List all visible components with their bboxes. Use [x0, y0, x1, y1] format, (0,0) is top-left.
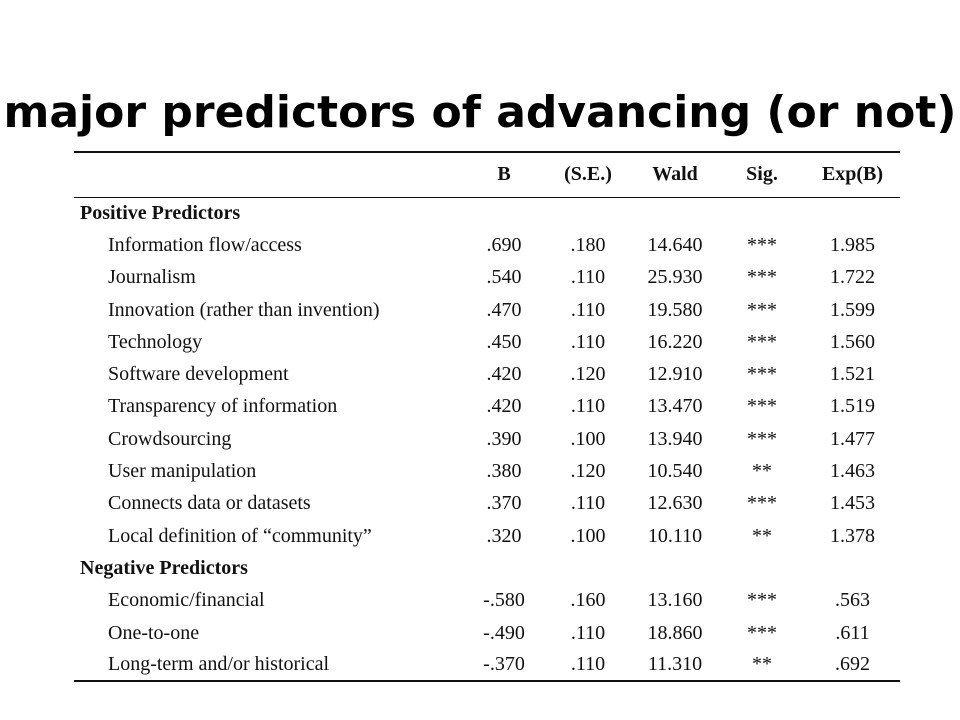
table-row [74, 455, 900, 487]
cell-sig: ** [752, 524, 772, 547]
table-body [74, 197, 900, 681]
cell-wald: 10.110 [647, 524, 703, 547]
cell-label: Software development [108, 363, 289, 386]
cell-b: .540 [486, 266, 522, 289]
cell-exp: 1.599 [830, 298, 875, 321]
cell-wald: 19.580 [647, 298, 703, 321]
cell-exp: 1.463 [830, 460, 875, 483]
header-exp: Exp(B) [805, 152, 900, 197]
cell-label: One-to-one [108, 621, 200, 644]
header-sig: Sig. [719, 152, 805, 197]
cell-sig: *** [747, 266, 777, 289]
positive-predictors-heading-row [74, 197, 900, 229]
table-row [74, 617, 900, 649]
cell-label: User manipulation [108, 460, 257, 483]
cell-se: .110 [570, 266, 606, 289]
cell-se: .110 [570, 492, 606, 515]
negative-predictors-heading-row [74, 552, 900, 584]
cell-se: .100 [570, 427, 606, 450]
header-se: (S.E.) [545, 152, 631, 197]
cell-sig: *** [747, 589, 777, 612]
table-row [74, 585, 900, 617]
table-row [74, 262, 900, 294]
cell-wald: 11.310 [631, 649, 719, 681]
cell-label: Innovation (rather than invention) [108, 298, 380, 321]
slide-title: major predictors of advancing (or not) [3, 87, 957, 139]
table-row [74, 229, 900, 261]
cell-wald: 12.630 [647, 492, 703, 515]
cell-se: .120 [570, 460, 606, 483]
cell-exp: .611 [835, 621, 870, 644]
cell-b: -.370 [463, 649, 545, 681]
cell-se: .110 [570, 395, 606, 418]
header-b: B [463, 152, 545, 197]
cell-exp: 1.985 [830, 233, 875, 256]
cell-b: -.580 [483, 589, 525, 612]
cell-se: .180 [570, 233, 606, 256]
cell-sig: *** [747, 363, 777, 386]
cell-sig: *** [747, 298, 777, 321]
table-row [74, 358, 900, 390]
cell-sig: *** [747, 395, 777, 418]
cell-label: Technology [108, 330, 203, 353]
cell-sig: *** [747, 492, 777, 515]
cell-sig: ** [752, 460, 772, 483]
cell-wald: 14.640 [647, 233, 703, 256]
cell-sig: *** [747, 330, 777, 353]
predictors-table [74, 151, 900, 682]
table-row [74, 520, 900, 552]
cell-label: Long-term and/or historical [74, 649, 463, 681]
cell-sig: *** [747, 427, 777, 450]
cell-exp: 1.519 [830, 395, 875, 418]
header-label [74, 152, 463, 197]
cell-label: Transparency of information [108, 395, 338, 418]
cell-se: .100 [570, 524, 606, 547]
cell-label: Economic/financial [108, 589, 265, 612]
cell-exp: .692 [805, 649, 900, 681]
cell-exp: 1.521 [830, 363, 875, 386]
table-row [74, 488, 900, 520]
cell-se: .110 [570, 621, 606, 644]
cell-exp: .563 [835, 589, 870, 612]
cell-se: .110 [570, 330, 606, 353]
table-row [74, 423, 900, 455]
cell-wald: 18.860 [647, 621, 703, 644]
cell-se: .110 [570, 298, 606, 321]
cell-b: .420 [486, 363, 522, 386]
cell-exp: 1.477 [830, 427, 875, 450]
cell-wald: 13.940 [647, 427, 703, 450]
cell-b: .470 [486, 298, 522, 321]
section-heading: Negative Predictors [80, 556, 248, 579]
cell-sig: *** [747, 233, 777, 256]
cell-sig: ** [719, 649, 805, 681]
table-row [74, 294, 900, 326]
cell-b: .380 [486, 460, 522, 483]
header-wald: Wald [631, 152, 719, 197]
cell-b: .320 [486, 524, 522, 547]
cell-wald: 12.910 [647, 363, 703, 386]
cell-b: -.490 [483, 621, 525, 644]
cell-label: Connects data or datasets [108, 492, 311, 515]
cell-label: Journalism [108, 266, 196, 289]
cell-exp: 1.722 [830, 266, 875, 289]
table-row [74, 326, 900, 358]
cell-b: .690 [486, 233, 522, 256]
cell-sig: *** [747, 621, 777, 644]
cell-b: .390 [486, 427, 522, 450]
cell-b: .420 [486, 395, 522, 418]
cell-se: .120 [570, 363, 606, 386]
header-row [74, 152, 900, 197]
cell-se: .160 [570, 589, 606, 612]
cell-label: Local definition of “community” [108, 524, 372, 547]
table-row [74, 649, 900, 681]
section-heading: Positive Predictors [80, 201, 241, 224]
table-row [74, 391, 900, 423]
cell-wald: 16.220 [647, 330, 703, 353]
cell-se: .110 [545, 649, 631, 681]
cell-wald: 25.930 [647, 266, 703, 289]
cell-label: Information flow/access [108, 233, 302, 256]
cell-b: .450 [486, 330, 522, 353]
cell-b: .370 [486, 492, 522, 515]
cell-label: Crowdsourcing [108, 427, 232, 450]
cell-wald: 13.160 [647, 589, 703, 612]
cell-exp: 1.560 [830, 330, 875, 353]
cell-wald: 13.470 [647, 395, 703, 418]
cell-exp: 1.453 [830, 492, 875, 515]
cell-wald: 10.540 [647, 460, 703, 483]
cell-exp: 1.378 [830, 524, 875, 547]
